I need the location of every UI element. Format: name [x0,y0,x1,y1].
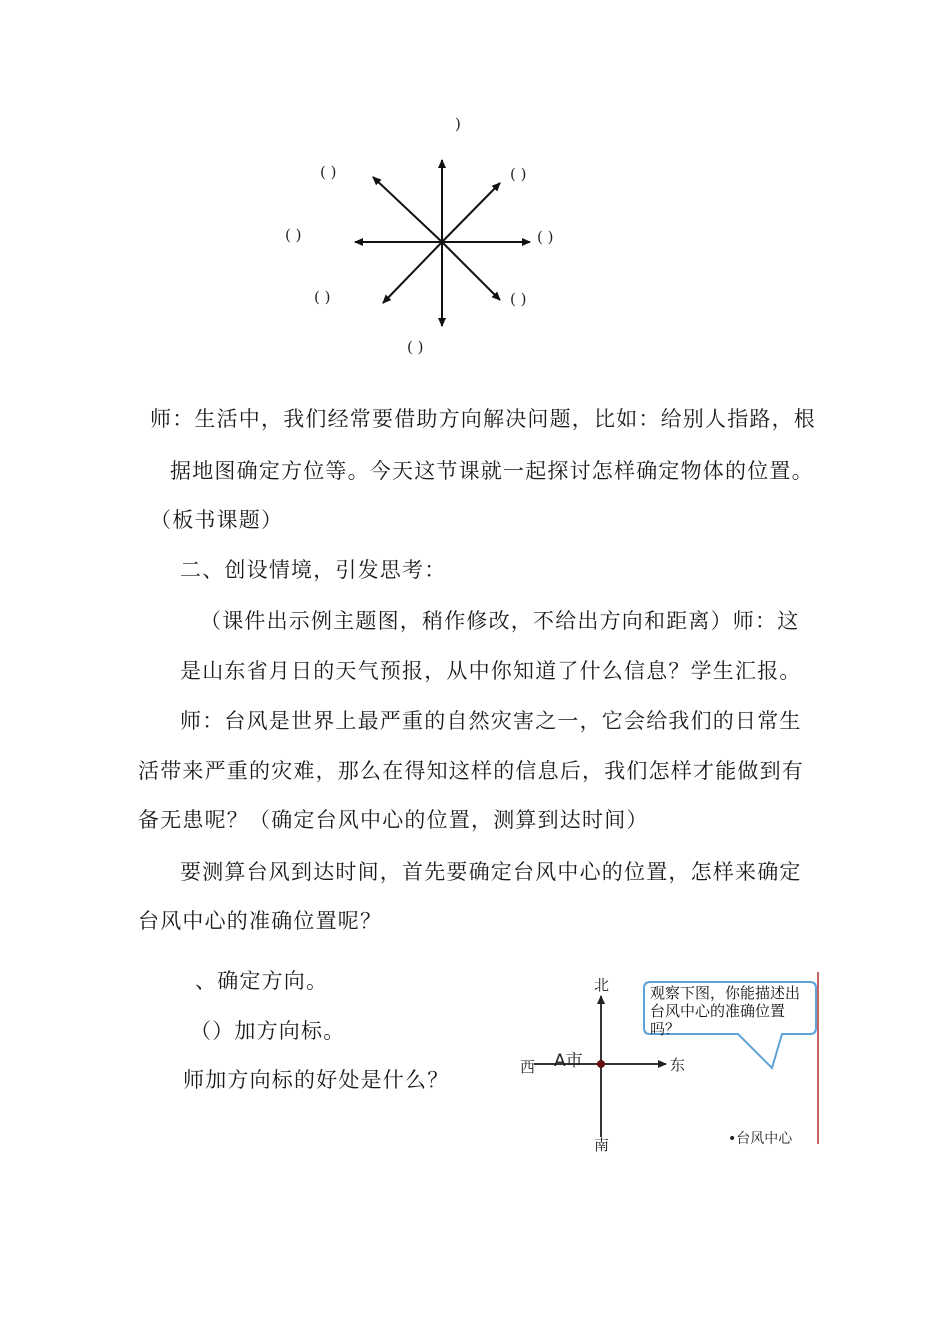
arrow-southeast [442,242,500,300]
label-south: 南 [594,1136,610,1154]
arrow-northeast [442,183,500,242]
arrow-southwest [383,242,442,303]
label-west: 西 [520,1058,536,1076]
list-item: 、确定方向。 [195,969,329,993]
paragraph-line: 据地图确定方位等。今天这节课就一起探讨怎样确定物体的位置。 [170,459,814,483]
list-item: 师加方向标的好处是什么？ [183,1068,450,1092]
blank-northeast: ( ) [510,165,527,183]
blank-west: ( ) [285,226,302,244]
paragraph-line: 活带来严重的灾难，那么在得知这样的信息后，我们怎样才能做到有 [138,759,804,783]
paragraph-line: 师：台风是世界上最严重的自然灾害之一，它会给我们的日常生 [180,709,802,733]
paragraph-line: 师：生活中，我们经常要借助方向解决问题，比如：给别人指路，根 [150,407,816,431]
label-north: 北 [594,976,610,994]
paragraph-line: （课件出示例主题图，稍作修改，不给出方向和距离）师：这 [200,609,800,633]
compass-diagram [0,0,950,380]
paragraph-line: 台风中心的准确位置呢？ [138,909,383,933]
city-a-dot [597,1060,605,1068]
blank-south: ( ) [407,338,424,356]
label-typhoon-center: •台风中心 [728,1131,793,1147]
list-item: （）加方向标。 [190,1019,346,1043]
bubble-text-line: 吗？ [650,1020,681,1038]
label-city-a: A市 [554,1051,583,1071]
blank-northwest: ( ) [320,163,337,181]
blank-north: ) [455,115,461,133]
bubble-text-line: 观察下图，你能描述出 [650,984,801,1002]
section-heading: 二、创设情境，引发思考： [180,558,447,582]
bubble-text-line: 台风中心的准确位置 [650,1002,786,1020]
blank-east: ( ) [537,228,554,246]
paragraph-line: （板书课题） [150,508,284,532]
blank-southwest: ( ) [314,288,331,306]
typhoon-map-figure [520,972,820,1154]
paragraph-line: 是山东省月日的天气预报，从中你知道了什么信息？学生汇报。 [180,659,802,683]
label-east: 东 [670,1056,686,1074]
paragraph-line: 要测算台风到达时间，首先要确定台风中心的位置，怎样来确定 [180,860,802,884]
paragraph-line: 备无患呢？（确定台风中心的位置，测算到达时间） [138,808,649,832]
blank-southeast: ( ) [510,290,527,308]
arrow-northwest [373,177,442,242]
